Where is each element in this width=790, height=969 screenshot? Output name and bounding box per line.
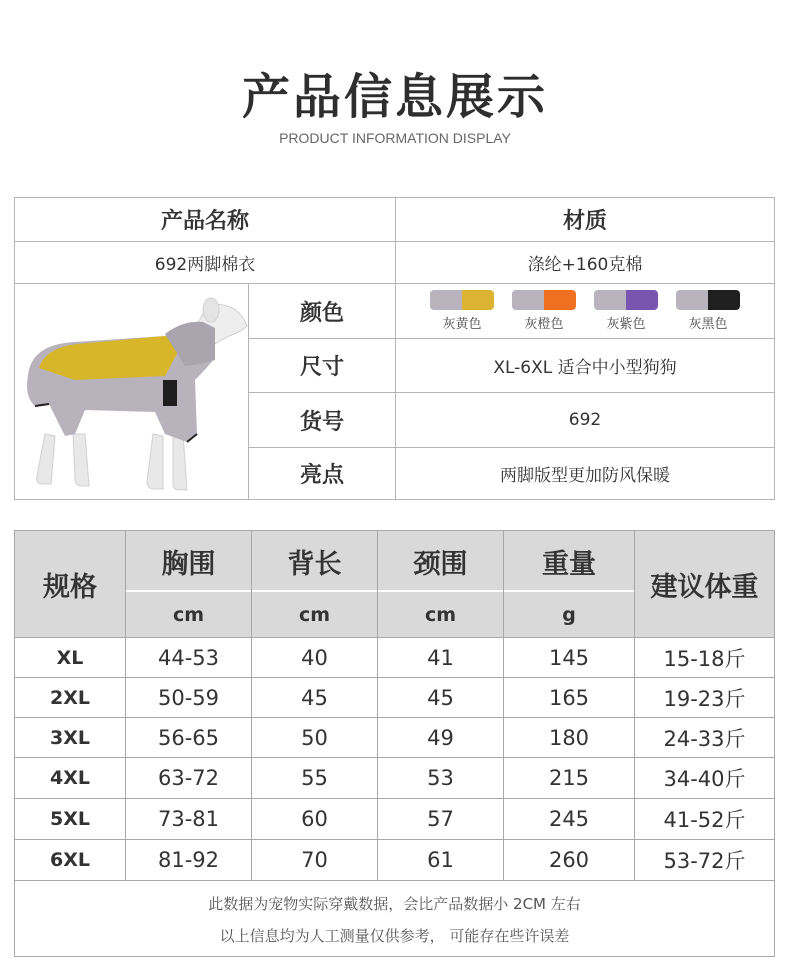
material-header: 材质 xyxy=(562,209,607,234)
body-weight-cell: 19-23斤 xyxy=(663,686,746,711)
highlight-value: 两脚版型更加防风保暖 xyxy=(500,466,670,486)
color-swatch-name: 灰黄色 xyxy=(442,317,482,332)
color-swatch xyxy=(430,290,494,332)
neck-cell: 53 xyxy=(427,766,454,790)
chest-cell: 56-65 xyxy=(157,725,220,750)
size-header: 规格 xyxy=(43,571,97,603)
chest-cell: 44-53 xyxy=(157,645,220,670)
color-swatch-chip xyxy=(676,290,740,310)
item-number-value: 692 xyxy=(568,410,602,430)
product-name-header: 产品名称 xyxy=(160,209,249,234)
back-length-cell: 40 xyxy=(301,645,328,670)
size-value: XL-6XL 适合中小型狗狗 xyxy=(493,358,677,378)
back-length-cell: 50 xyxy=(301,725,328,750)
neck-header: 颈围 xyxy=(413,548,468,580)
color-swatch-name: 灰紫色 xyxy=(606,317,646,332)
neck-unit: cm xyxy=(424,603,457,626)
color-swatch-chip xyxy=(512,290,576,310)
body-weight-cell: 15-18斤 xyxy=(663,646,746,671)
back-length-cell: 45 xyxy=(301,685,328,710)
chest-cell: 63-72 xyxy=(157,766,220,790)
size-cell: XL xyxy=(56,646,84,669)
back-length-cell: 60 xyxy=(301,807,328,831)
size-chart-table xyxy=(14,530,775,957)
page-title: 产品信息展示 xyxy=(241,69,548,125)
chest-cell: 73-81 xyxy=(157,807,220,831)
neck-cell: 41 xyxy=(427,645,454,670)
material-value: 涤纶+160克棉 xyxy=(527,255,643,275)
item-number-label: 货号 xyxy=(299,409,344,435)
color-swatch-chip xyxy=(594,290,658,310)
weight-unit: g xyxy=(562,603,576,626)
weight-cell: 180 xyxy=(548,725,590,750)
weight-cell: 245 xyxy=(548,807,590,831)
back-length-header: 背长 xyxy=(287,548,342,580)
size-label: 尺寸 xyxy=(299,355,344,380)
weight-cell: 215 xyxy=(548,766,590,790)
body-weight-cell: 53-72斤 xyxy=(663,849,746,873)
note-line-2: 以上信息均为人工测量仅供参考， 可能存在些许误差 xyxy=(219,927,570,945)
size-cell: 5XL xyxy=(50,808,90,830)
neck-cell: 61 xyxy=(427,848,454,872)
page-subtitle: PRODUCT INFORMATION DISPLAY xyxy=(279,130,511,146)
chest-unit: cm xyxy=(172,603,205,626)
body-weight-header: 建议体重 xyxy=(650,571,759,603)
weight-cell: 260 xyxy=(548,848,590,872)
size-cell: 2XL xyxy=(50,686,90,709)
back-length-unit: cm xyxy=(298,603,331,626)
weight-header: 重量 xyxy=(542,548,596,580)
size-cell: 6XL xyxy=(50,849,90,871)
body-weight-cell: 24-33斤 xyxy=(663,726,746,751)
back-length-cell: 70 xyxy=(301,848,328,872)
size-cell: 4XL xyxy=(50,767,90,789)
neck-cell: 45 xyxy=(427,685,454,710)
color-swatch-chip xyxy=(430,290,494,310)
back-length-cell: 55 xyxy=(301,766,328,790)
product-name-value: 692两脚棉衣 xyxy=(154,255,256,275)
color-swatch xyxy=(512,290,576,332)
note-line-1: 此数据为宠物实际穿戴数据，会比产品数据小 2CM 左右 xyxy=(208,895,581,913)
chest-header: 胸围 xyxy=(161,548,216,580)
product-image xyxy=(15,284,248,499)
neck-cell: 57 xyxy=(427,807,454,831)
color-swatches xyxy=(396,284,774,338)
chest-cell: 81-92 xyxy=(157,848,220,872)
color-swatch xyxy=(676,290,740,332)
color-swatch xyxy=(594,290,658,332)
chest-cell: 50-59 xyxy=(157,685,220,710)
product-info-table xyxy=(14,197,775,500)
highlight-label: 亮点 xyxy=(299,463,344,488)
body-weight-cell: 34-40斤 xyxy=(663,767,746,791)
weight-cell: 165 xyxy=(548,685,590,710)
color-swatch-name: 灰黑色 xyxy=(688,317,728,332)
weight-cell: 145 xyxy=(548,645,590,670)
size-cell: 3XL xyxy=(50,726,90,749)
color-swatch-name: 灰橙色 xyxy=(524,317,564,332)
color-label: 颜色 xyxy=(299,300,344,326)
body-weight-cell: 41-52斤 xyxy=(663,808,746,832)
neck-cell: 49 xyxy=(427,725,454,750)
